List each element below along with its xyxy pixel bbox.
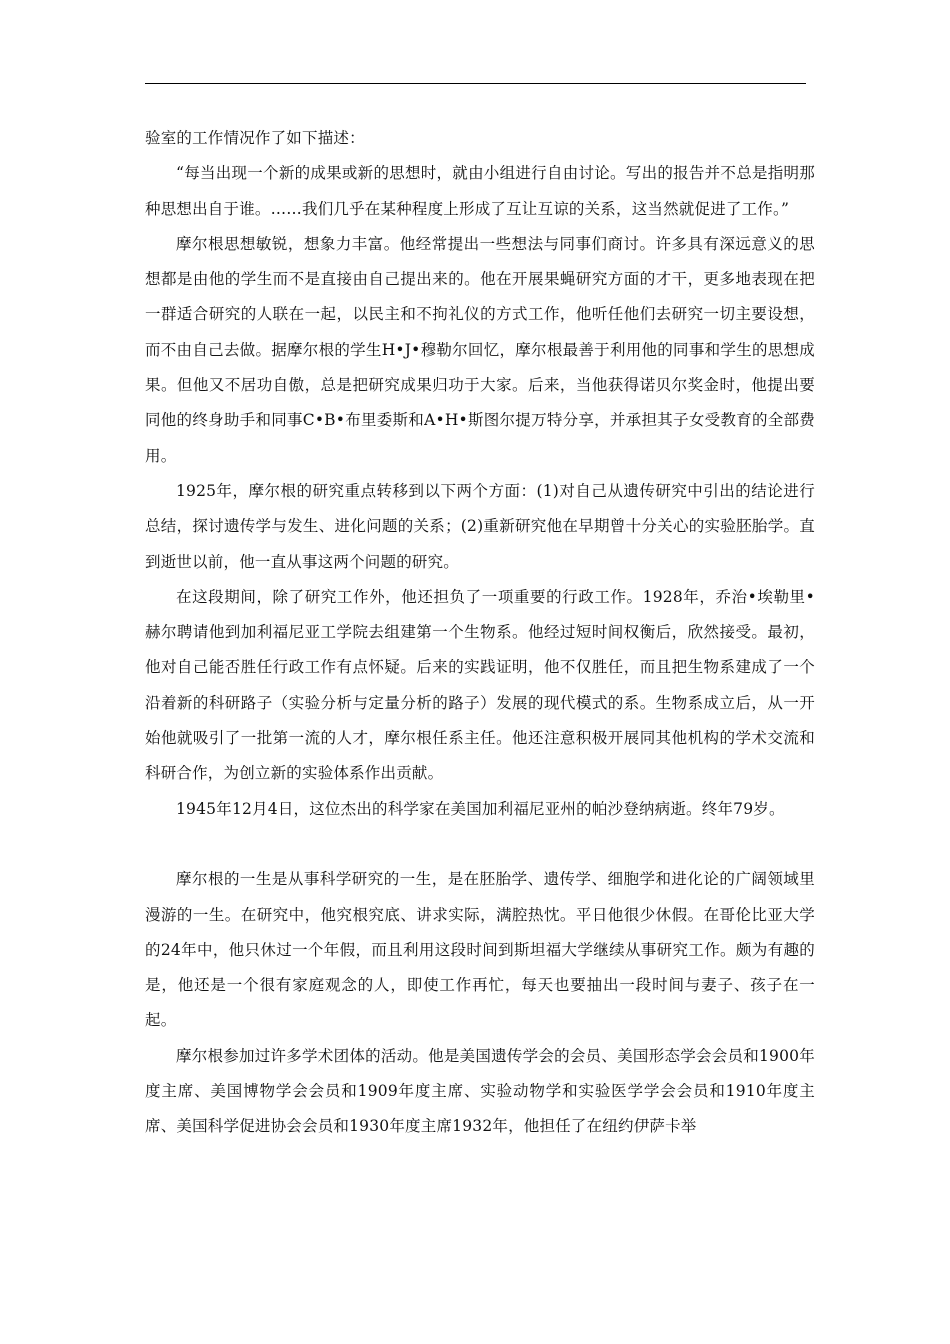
document-body (145, 121, 815, 1145)
paragraph-quote: “每当出现一个新的成果或新的思想时，就由小组进行自由讨论。写出的报告并不总是指明那种思想出自于谁。……我们几乎在某种程度上形成了互让互谅的关系，这当然就促进了工作。” (145, 164, 815, 218)
paragraph-administration: 在这段期间，除了研究工作外，他还担负了一项重要的行政工作。1928年，乔治•埃勒里•赫尔聘请他到加利福尼亚工学院去组建第一个生物系。他经过短时间权衡后，欣然接受。最初，他对自己能否胜任行政工作有点怀疑。后来的实践证明，他不仅胜任，而且把生物系建成了一个沿着新的科研路子（实验分析与定量分析的路子）发展的现代模式的系。生物系成立后，从一开始他就吸引了一批第一流的人才，摩尔根任系主任。他还注意积极开展同其他机构的学术交流和科研合作，为创立新的实验体系作出贡献。 (145, 587, 815, 783)
paragraph-societies: 摩尔根参加过许多学术团体的活动。他是美国遗传学会的会员、美国形态学会会员和1900年度主席、美国博物学会会员和1909年度主席、实验动物学和实验医学学会会员和1910年度主席、美国科学促进协会会员和1930年度主席1932年，他担任了在纽约伊萨卡举 (145, 1046, 815, 1136)
paragraph-death: 1945年12月4日，这位杰出的科学家在美国加利福尼亚州的帕沙登纳病逝。终年79岁。 (176, 799, 785, 818)
paragraph-character: 摩尔根思想敏锐，想象力丰富。他经常提出一些想法与同事们商讨。许多具有深远意义的思想都是由他的学生而不是直接由自己提出来的。他在开展果蝇研究方面的才干，更多地表现在把一群适合研究的人联在一起，以民主和不拘礼仪的方式工作，他听任他们去研究一切主要设想，而不由自己去做。据摩尔根的学生H•J•穆勒尔回忆，摩尔根最善于利用他的同事和学生的思想成果。但他又不居功自傲，总是把研究成果归功于大家。后来，当他获得诺贝尔奖金时，他提出要同他的终身助手和同事C•B•布里委斯和A•H•斯图尔提万特分享，并承担其子女受教育的全部费用。 (145, 234, 815, 465)
paragraph-life: 摩尔根的一生是从事科学研究的一生，是在胚胎学、遗传学、细胞学和进化论的广阔领域里漫游的一生。在研究中，他究根究底、讲求实际，满腔热忱。平日他很少休假。在哥伦比亚大学的24年中，他只休过一个年假，而且利用这段时间到斯坦福大学继续从事研究工作。颇为有趣的是，他还是一个很有家庭观念的人，即使工作再忙，每天也要抽出一段时间与妻子、孩子在一起。 (145, 870, 815, 1030)
blank-line (145, 827, 815, 862)
header-rule (145, 83, 806, 84)
paragraph-1925: 1925年，摩尔根的研究重点转移到以下两个方面：(1)对自己从遗传研究中引出的结论进行总结，探讨遗传学与发生、进化问题的关系；(2)重新研究他在早期曾十分关心的实验胚胎学。直到逝世以前，他一直从事这两个问题的研究。 (145, 481, 815, 571)
paragraph-continuation: 验室的工作情况作了如下描述： (145, 129, 365, 147)
